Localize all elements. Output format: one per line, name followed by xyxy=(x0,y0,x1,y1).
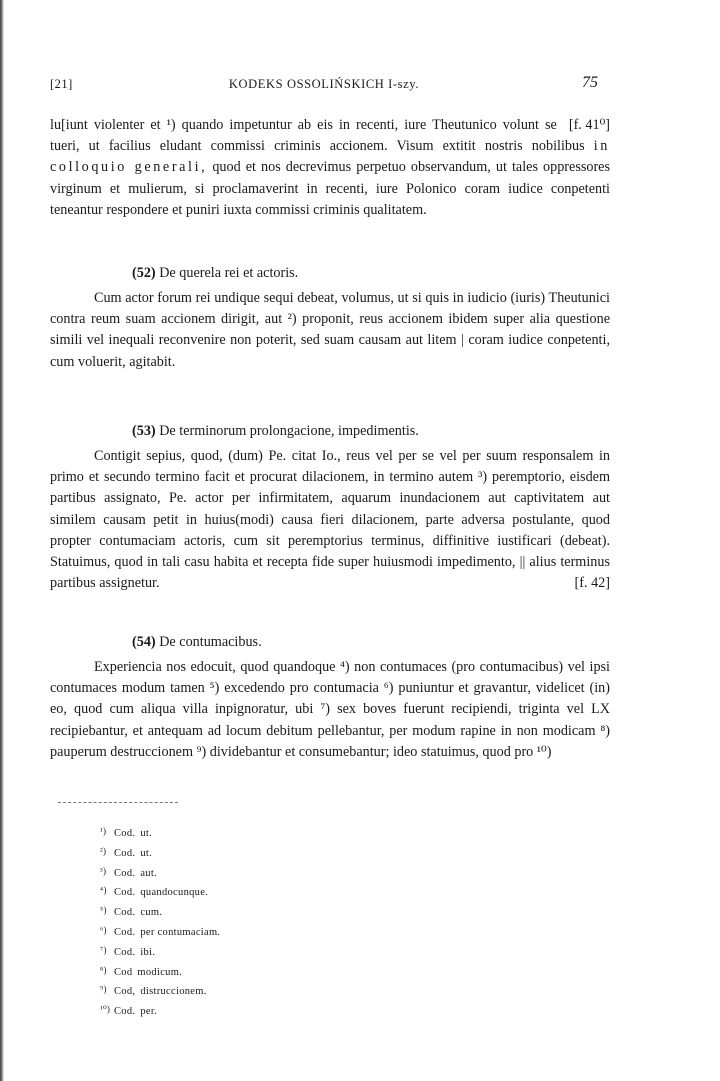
footnote-text: modicum. xyxy=(137,966,183,978)
footnote-1 xyxy=(100,823,460,843)
section-number: (53) xyxy=(132,423,156,439)
footnote-6 xyxy=(100,922,460,942)
section-paragraph-53 xyxy=(50,446,610,594)
paragraph-text: Cum actor forum rei undique sequi debeat, volumus, ut si quis in iudicio (iuris) Theutunici contra reum suam accionem dirigit, aut ²) proponit, reus accionem ibidem super alia questione simili vel inequali reconvenire non poterit, sed suam causam aut litem | coram iudice conpetenti, cum voluerit, agitabit. xyxy=(50,290,610,370)
footnote-4 xyxy=(100,882,460,902)
footnote-text: ut. xyxy=(140,847,153,859)
footnote-source: Cod. xyxy=(114,1006,136,1018)
footnote-text: per contumaciam. xyxy=(140,926,221,938)
footnote-source: Cod. xyxy=(114,946,136,958)
paragraph-text: Experiencia nos edocuit, quod quandoque ⁴) non contumaces (pro contumacibus) vel ipsi contumaces modum tamen ⁵) excedendo pro contumacia ⁶) puniuntur et gravantur, videlicet (in) eo, quod cum aliqua villa inpignoratur, ubi ⁷) sex boves fuerunt recipiendi, triginta vel LX recipiebantur, et antequam ad locum debitum pellebantur, per modum rapine in non modicam ⁸) pauperum destruccionem ⁹) dividebantur et consumebantur; ideo statuimus, quod pro ¹⁰) xyxy=(50,659,610,760)
section-reference: [21] xyxy=(50,77,73,91)
footnote-3 xyxy=(100,863,460,883)
footnote-source: Cod. xyxy=(114,867,136,879)
footnote-source: Cod. xyxy=(114,828,136,839)
section-heading-54 xyxy=(50,634,610,651)
paragraph-text: Contigit sepius, quod, (dum) Pe. citat Io., reus vel per se vel per suum responsalem in primo et secundo termino facit et procurat dilacionem, in termino autem ³) peremptorio, eisdem partibus assignato, Pe. actor per infirmitatem, aquarum inundacionem aut captivitatem aut similem causam petit in huius(modi) causa fieri dilacionem, parte adversa postulante, quod propter contumaciam actoris, cum sit peremptorius terminus, diffinitive iustificari (debeat). Statuimus, quod in tali casu habita et recepta fide super huiusmodi impedimento, || alius terminus partibus assignetur. xyxy=(50,448,610,592)
footnote-text: cum. xyxy=(140,907,163,919)
footnote-mark: ³) xyxy=(100,865,107,876)
folio-reference: [f. 41⁰] xyxy=(568,117,610,133)
section-paragraph-54 xyxy=(50,657,610,763)
footnote-source: Cod xyxy=(114,966,133,978)
intro-paragraph xyxy=(50,115,610,221)
page-number: 75 xyxy=(582,74,598,91)
footnote-text: aut. xyxy=(140,867,157,879)
intro-text-after: quod et nos decrevimus perpetuo observandum, ut tales oppressores virginum et mulierum, si proclamaverint in recenti, iure Polonico coram iudice conpetenti teneantur respondere et puniri iuxta commissi criminis qualitatem. xyxy=(50,159,610,218)
footnotes xyxy=(100,823,460,1021)
section-heading-52 xyxy=(50,265,610,282)
footnote-mark: ¹⁰) xyxy=(100,1004,111,1015)
footnote-source: Cod. xyxy=(114,847,136,859)
intro-spaced-phrase: in colloquio generali, xyxy=(50,138,610,176)
footnote-mark: ⁴) xyxy=(100,885,107,896)
footnote-source: Cod. xyxy=(114,907,136,919)
footnote-text: per. xyxy=(140,1006,157,1018)
section-paragraph-52 xyxy=(50,288,610,373)
footnote-mark: ⁹) xyxy=(100,984,107,995)
footnote-divider xyxy=(58,802,178,803)
footnote-10 xyxy=(100,1001,460,1021)
intro-first-line: lu[iunt violenter et ¹) quando impetuntur ab eis in recenti, iure xyxy=(50,117,427,133)
section-title: De contumacibus. xyxy=(159,634,262,650)
footnote-mark: ⁶) xyxy=(100,924,107,935)
footnote-source: Cod. xyxy=(114,887,136,899)
footnote-mark: ⁸) xyxy=(100,964,107,975)
page-binding-edge xyxy=(0,0,4,1081)
running-title: KODEKS OSSOLIŃSKICH I-szy. xyxy=(228,77,420,91)
footnote-mark: ⁵) xyxy=(100,905,107,916)
footnote-mark: ²) xyxy=(100,845,107,856)
footnote-mark: ¹) xyxy=(100,826,107,836)
footnote-text: quandocunque. xyxy=(140,887,209,899)
section-title: De terminorum prolongacione, impedimentis. xyxy=(159,423,419,439)
section-title: De querela rei et actoris. xyxy=(159,265,299,281)
footnote-source: Cod. xyxy=(114,926,136,938)
section-heading-53 xyxy=(50,423,610,440)
footnote-text: distruccionem. xyxy=(140,986,207,998)
footnote-source: Cod, xyxy=(114,986,136,998)
section-number: (52) xyxy=(132,265,156,281)
footnote-5 xyxy=(100,902,460,922)
footnote-text: ibi. xyxy=(140,946,156,958)
footnote-7 xyxy=(100,942,460,962)
footnote-2 xyxy=(100,843,460,863)
section-number: (54) xyxy=(132,634,156,650)
footnote-mark: ⁷) xyxy=(100,944,107,955)
footnote-text: ut. xyxy=(140,828,153,839)
intro-text-before: Theutunico volunt se tueri, ut facilius eludant commissi criminis accionem. Visum extitit nostris nobilibus xyxy=(50,117,585,155)
folio-reference: [f. 42] xyxy=(574,575,610,592)
page-header xyxy=(50,74,598,96)
footnote-8 xyxy=(100,962,460,982)
footnote-9 xyxy=(100,981,460,1001)
